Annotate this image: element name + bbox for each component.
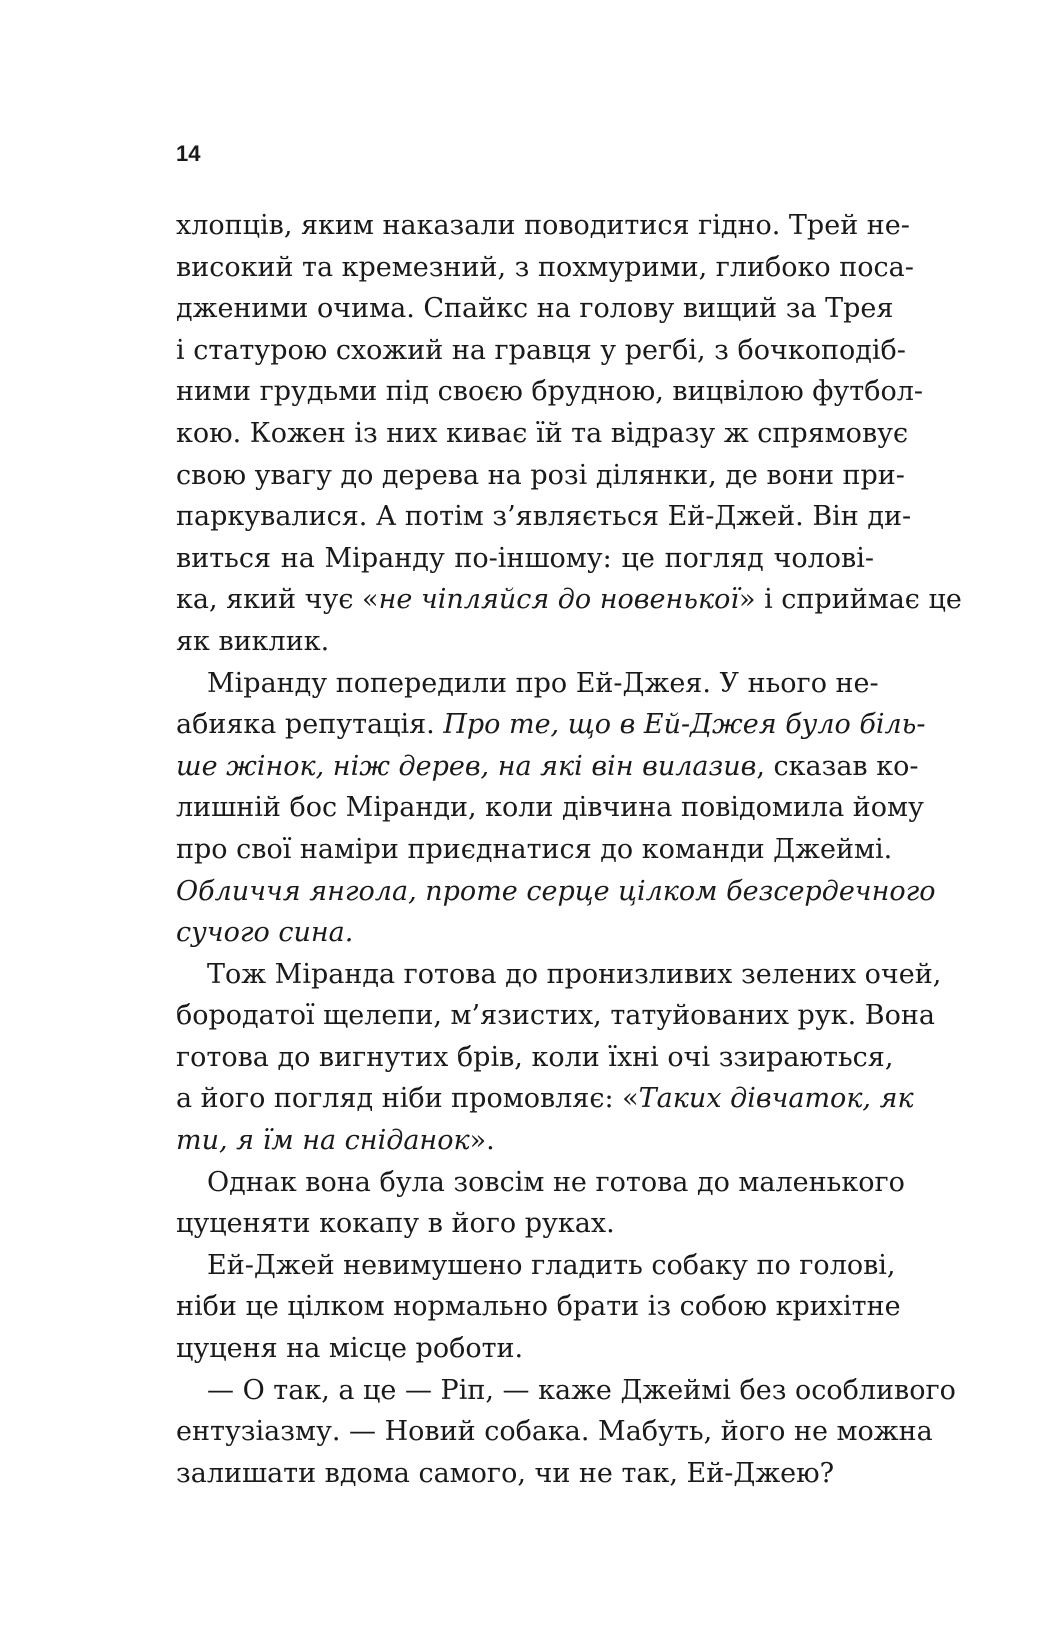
text-segment: дженими очима. Спайкс на голову вищий за Трея bbox=[176, 293, 894, 325]
text-line bbox=[176, 1078, 914, 1120]
text-segment: як виклик. bbox=[176, 625, 330, 657]
text-line bbox=[176, 1245, 896, 1287]
text-line bbox=[176, 871, 936, 913]
text-line bbox=[176, 1286, 901, 1328]
text-segment: кою. Кожен із них киває їй та відразу ж спрямовує bbox=[176, 417, 909, 449]
text-segment: свою увагу до дерева на розі ділянки, де вони при- bbox=[176, 459, 905, 491]
text-line bbox=[176, 621, 874, 663]
page-number: 14 bbox=[176, 141, 201, 166]
text-segment: Ей-Джей невимушено гладить собаку по голові, bbox=[207, 1249, 896, 1281]
text-line bbox=[176, 579, 962, 621]
italic-text: не чіпляйся до новенької bbox=[378, 584, 739, 616]
text-line bbox=[176, 496, 912, 538]
text-segment: — О так, а це — Ріп, — каже Джеймі без особливого bbox=[207, 1374, 956, 1406]
text-segment: хлопців, яким наказали поводитися гідно. Трей не- bbox=[176, 210, 910, 241]
italic-text: Обличчя янгола, проте серце цілком безсердечного bbox=[176, 875, 936, 907]
text-line bbox=[176, 663, 879, 705]
italic-text: сучого сина. bbox=[176, 917, 354, 949]
text-segment: лишній бос Міранди, коли дівчина повідомила йому bbox=[176, 792, 924, 824]
text-line bbox=[176, 288, 894, 330]
text-segment: , сказав ко- bbox=[756, 750, 919, 782]
italic-text: Про те, що в Ей-Джея було біль- bbox=[443, 709, 926, 741]
text-line bbox=[176, 455, 905, 497]
text-segment: про свої наміри приєднатися до команди Джеймі. bbox=[176, 833, 893, 865]
text-segment: ними грудьми під своєю брудною, вицвілою футбол- bbox=[176, 376, 924, 408]
text-line bbox=[176, 1370, 956, 1412]
text-line bbox=[176, 413, 909, 455]
text-segment: » і сприймає це bbox=[738, 584, 962, 616]
text-segment: бородатої щелепи, м’язистих, татуйованих рук. Вона bbox=[176, 1000, 935, 1032]
text-line bbox=[176, 704, 926, 746]
text-line bbox=[176, 1162, 905, 1204]
text-line bbox=[176, 330, 906, 372]
italic-text: ше жінок, ніж дерев, на які він вилазив bbox=[176, 750, 757, 782]
text-segment: і статурою схожий на гравця у регбі, з бочкоподіб- bbox=[176, 334, 906, 366]
text-line bbox=[176, 205, 910, 247]
italic-text: ти, я їм на сніданок bbox=[176, 1125, 470, 1157]
text-segment: готова до вигнутих брів, коли їхні очі ззираються, bbox=[176, 1041, 894, 1073]
text-line bbox=[176, 1411, 933, 1453]
text-segment: ка, який чує « bbox=[176, 584, 379, 616]
text-segment: залишати вдома самого, чи не так, Ей-Джею? bbox=[176, 1457, 835, 1489]
text-line bbox=[176, 371, 924, 413]
text-line bbox=[176, 1203, 874, 1245]
text-segment: Однак вона була зовсім не готова до маленького bbox=[207, 1166, 905, 1198]
body-text bbox=[176, 205, 962, 1494]
text-line bbox=[176, 912, 874, 954]
text-segment: цуценяти кокапу в його руках. bbox=[176, 1208, 615, 1240]
text-line bbox=[176, 787, 924, 829]
text-line bbox=[176, 746, 919, 788]
text-segment: цуценя на місце роботи. bbox=[176, 1333, 524, 1365]
text-line bbox=[176, 247, 914, 289]
text-line bbox=[176, 995, 935, 1037]
text-line bbox=[176, 1037, 894, 1079]
text-segment: Тож Міранда готова до пронизливих зелених очей, bbox=[207, 958, 942, 990]
italic-text: Таких дівчаток, як bbox=[638, 1083, 914, 1115]
text-line bbox=[176, 1120, 874, 1162]
text-segment: ніби це цілком нормально брати із собою крихітне bbox=[176, 1291, 901, 1323]
text-line bbox=[176, 829, 893, 871]
text-segment: паркувалися. А потім з’являється Ей-Джей. Він ди- bbox=[176, 501, 912, 533]
text-segment: а його погляд ніби промовляє: « bbox=[176, 1083, 639, 1115]
text-segment: високий та кремезний, з похмурими, глибоко поса- bbox=[176, 251, 914, 283]
text-line bbox=[176, 1328, 874, 1370]
text-line bbox=[176, 954, 942, 996]
text-line bbox=[176, 1453, 874, 1495]
text-segment: абияка репутація. bbox=[176, 709, 444, 741]
text-segment: виться на Міранду по-іншому: це погляд чолові- bbox=[176, 542, 874, 574]
text-line bbox=[176, 538, 874, 580]
text-segment: ентузіазму. — Новий собака. Мабуть, його не можна bbox=[176, 1416, 933, 1448]
text-segment: ». bbox=[469, 1125, 495, 1157]
text-segment: Міранду попередили про Ей-Джея. У нього не- bbox=[207, 667, 879, 699]
